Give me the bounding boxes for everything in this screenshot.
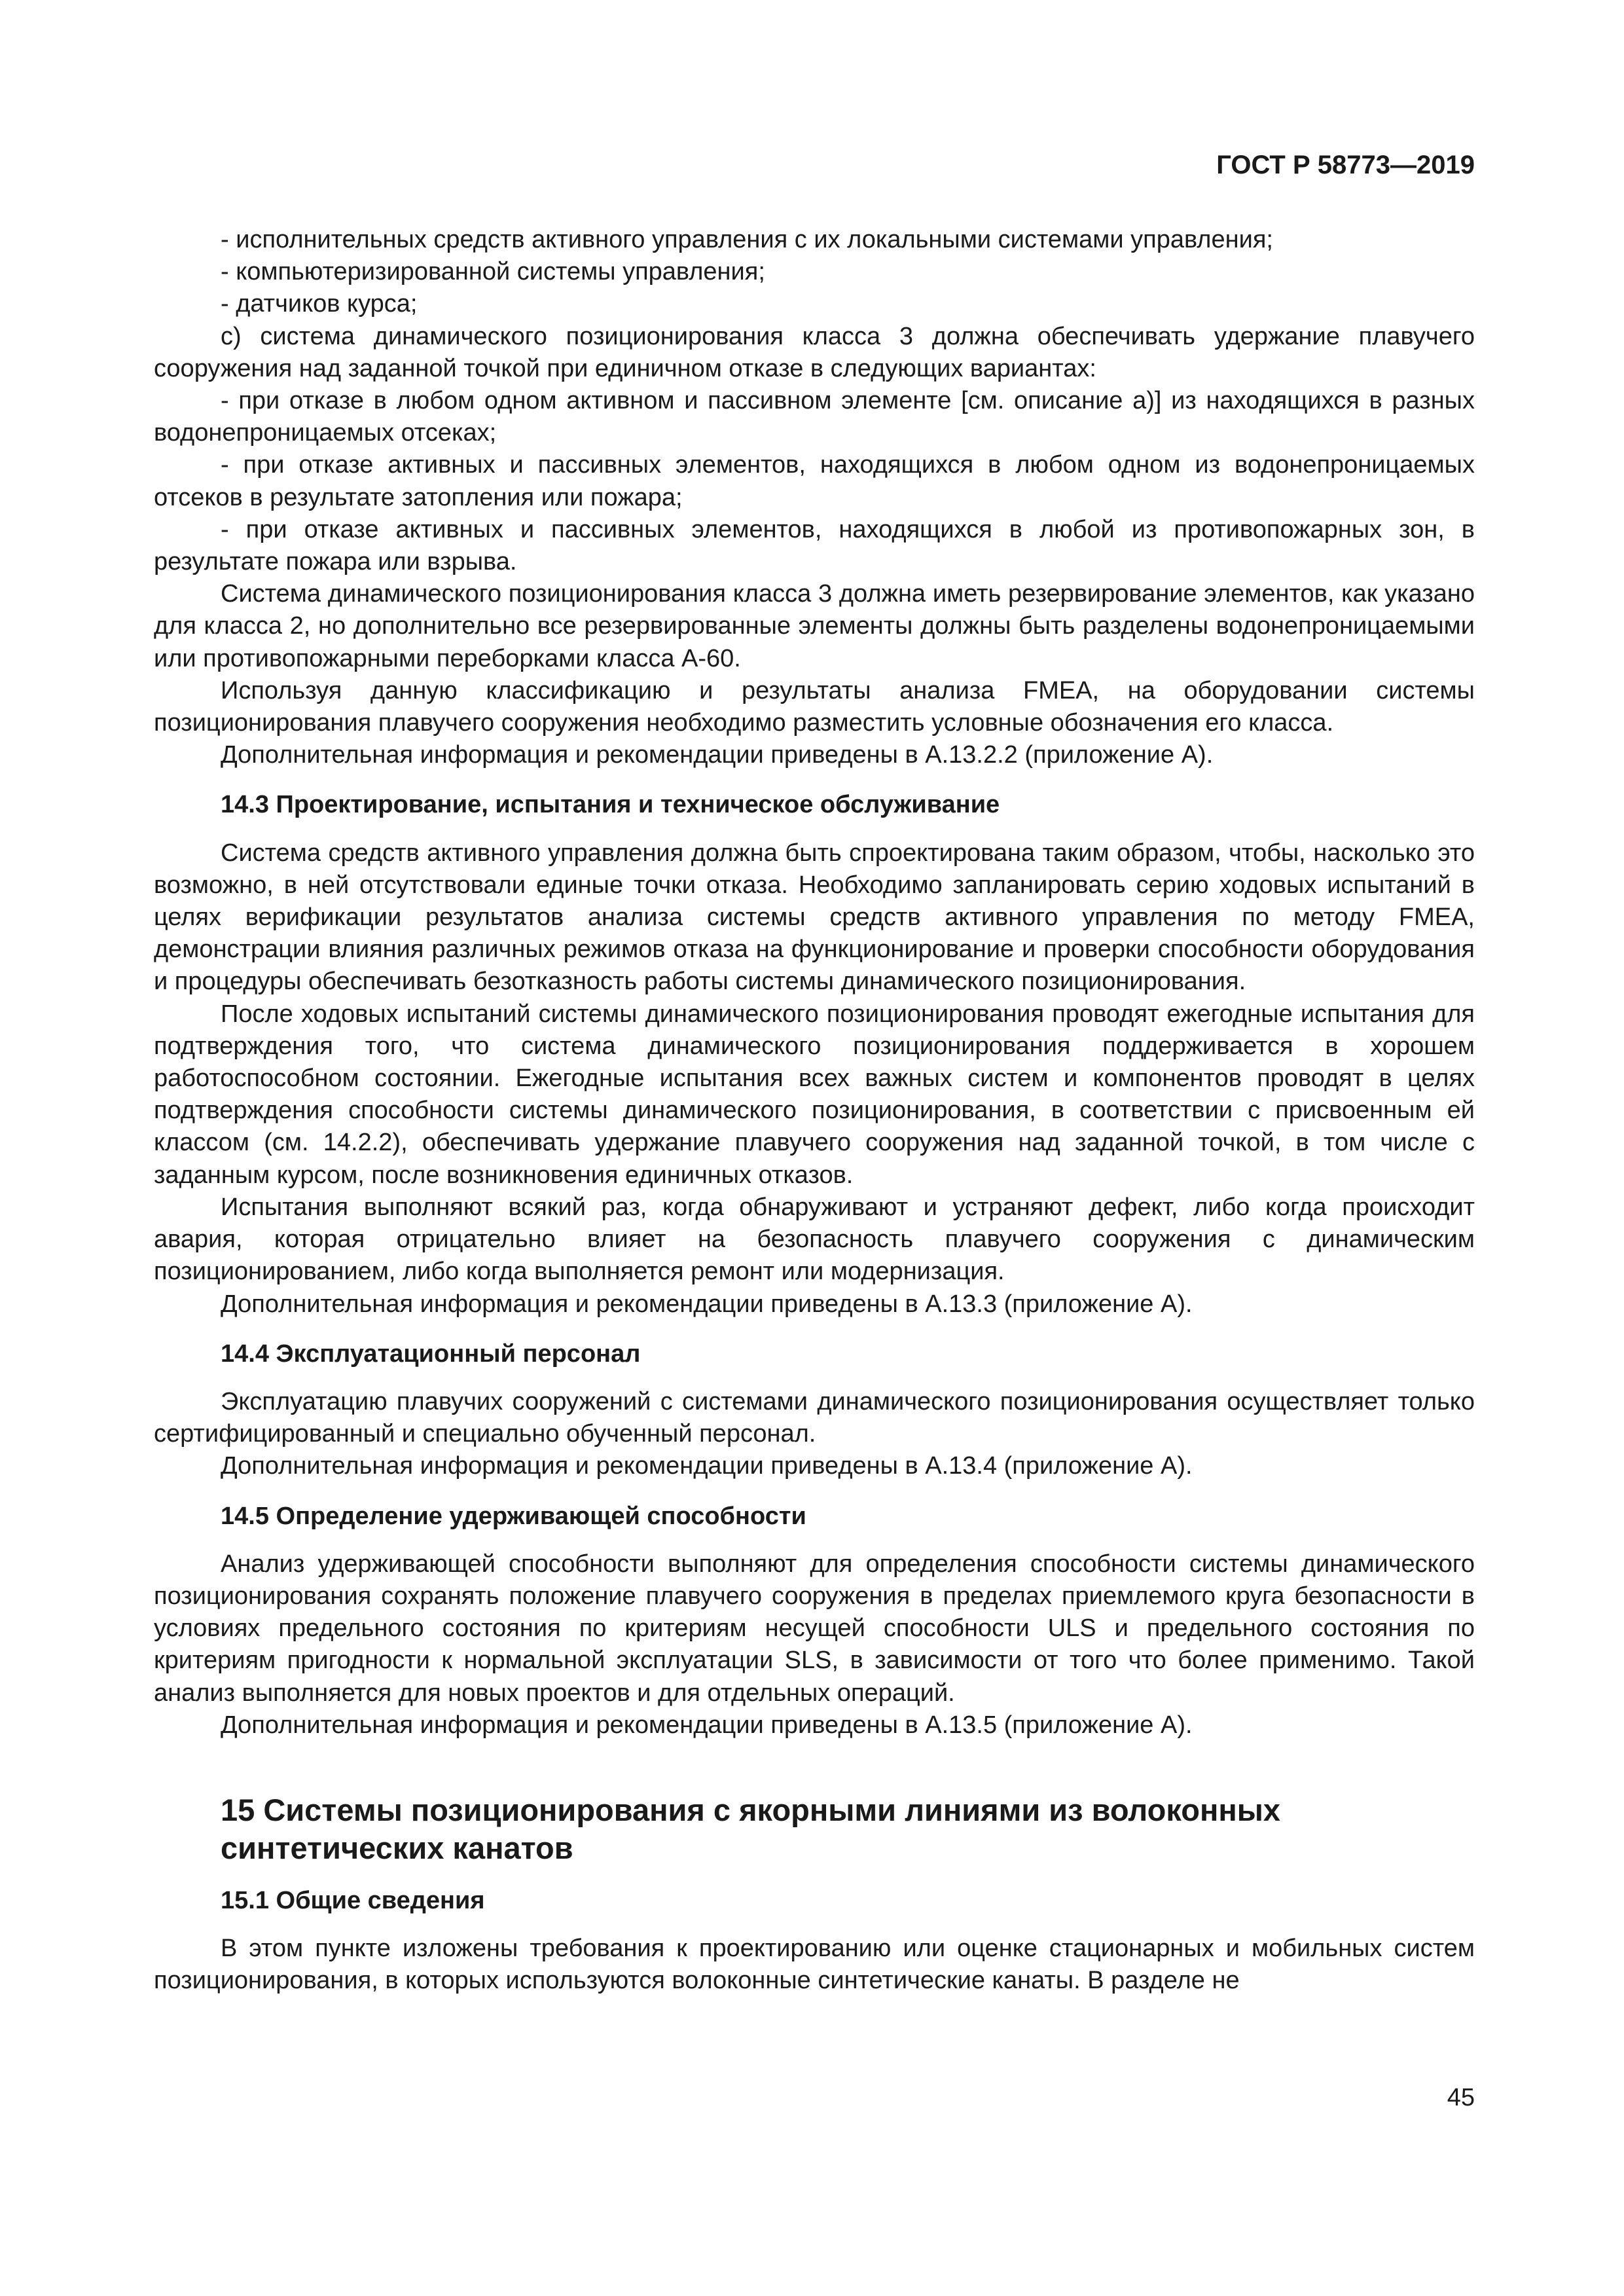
section-heading-14-4: 14.4 Эксплуатационный персонал [221, 1339, 641, 1368]
document-id: ГОСТ Р 58773—2019 [1216, 151, 1475, 179]
chapter-heading-15: 15 Системы позиционирования с якорными линиями из волоконных синтетических канатов [221, 1792, 1281, 1865]
paragraph: Дополнительная информация и рекомендации приведены в А.13.5 (приложение А). [221, 1711, 1193, 1739]
paragraph: После ходовых испытаний системы динамического позиционирования проводят ежегодные испытания для подтверждения того, что система динамического позиционирования поддерживается в хорошем работоспособном состоянии. Ежегодные испытания всех важных систем и компонентов проводят в целях подтверждения способности системы динамического позиционирования, в соответствии с присвоенным ей классом (см. 14.2.2), обеспечивать удержание плавучего сооружения над заданной точкой, в том числе с заданным курсом, после возникновения единичных отказов. [154, 1000, 1475, 1189]
list-item: - при отказе активных и пассивных элементов, находящихся в любом одном из водонепроницаемых отсеков в результате затопления или пожара; [154, 451, 1475, 511]
list-item: - датчиков курса; [221, 290, 418, 318]
paragraph: Испытания выполняют всякий раз, когда обнаруживают и устраняют дефект, либо когда происходит авария, которая отрицательно влияет на безопасность плавучего сооружения с динамическим позиционированием, либо когда выполняется ремонт или модернизация. [154, 1193, 1475, 1286]
list-item: - при отказе активных и пассивных элементов, находящихся в любой из противопожарных зон, в результате пожара или взрыва. [154, 515, 1475, 576]
list-item: - при отказе в любом одном активном и пассивном элементе [см. описание а)] из находящихся в разных водонепроницаемых отсеках; [154, 387, 1475, 447]
paragraph: Система средств активного управления должна быть спроектирована таким образом, чтобы, насколько это возможно, в ней отсутствовали единые точки отказа. Необходимо запланировать серию ходовых испытаний в целях верификации результатов анализа системы средств активного управления по методу FMEA, демонстрации влияния различных режимов отказа на функционирование и проверки способности оборудования и процедуры обеспечивать безотказность работы системы динамического позиционирования. [154, 839, 1475, 996]
section-heading-14-5: 14.5 Определение удерживающей способности [221, 1502, 806, 1530]
paragraph: с) система динамического позиционирования класса 3 должна обеспечивать удержание плавучего сооружения над заданной точкой при единичном отказе в следующих вариантах: [154, 322, 1475, 382]
page-content [154, 224, 1475, 1997]
paragraph: В этом пункте изложены требования к проектированию или оценке стационарных и мобильных систем позиционирования, в которых используются волоконные синтетические канаты. В разделе не [154, 1935, 1475, 1995]
page-number: 45 [1447, 2084, 1475, 2111]
paragraph: Анализ удерживающей способности выполняют для определения способности системы динамического позиционирования сохранять положение плавучего сооружения в пределах приемлемого круга безопасности в условиях предельного состояния по критериям несущей способности ULS и предельного состояния по критериям пригодности к нормальной эксплуатации SLS, в зависимости от того что более применимо. Такой анализ выполняется для новых проектов и для отдельных операций. [154, 1550, 1475, 1707]
list-item: - исполнительных средств активного управления с их локальными системами управления; [221, 226, 1273, 253]
paragraph: Используя данную классификацию и результаты анализа FMEA, на оборудовании системы позиционирования плавучего сооружения необходимо разместить условные обозначения его класса. [154, 676, 1475, 737]
document-header [1216, 149, 1475, 181]
section-heading-14-3: 14.3 Проектирование, испытания и техническое обслуживание [221, 791, 1000, 819]
paragraph: Дополнительная информация и рекомендации приведены в А.13.3 (приложение А). [221, 1290, 1193, 1318]
list-item: - компьютеризированной системы управления; [221, 258, 765, 286]
paragraph: Дополнительная информация и рекомендации приведены в А.13.2.2 (приложение А). [221, 741, 1214, 769]
paragraph: Дополнительная информация и рекомендации приведены в А.13.4 (приложение А). [221, 1452, 1193, 1480]
paragraph: Эксплуатацию плавучих сооружений с системами динамического позиционирования осуществляет только сертифицированный и специально обученный персонал. [154, 1387, 1475, 1448]
paragraph: Система динамического позиционирования класса 3 должна иметь резервирование элементов, как указано для класса 2, но дополнительно все резервированные элементы должны быть разделены водонепроницаемыми или противопожарными переборками класса А-60. [154, 580, 1475, 672]
section-heading-15-1: 15.1 Общие сведения [221, 1886, 485, 1914]
